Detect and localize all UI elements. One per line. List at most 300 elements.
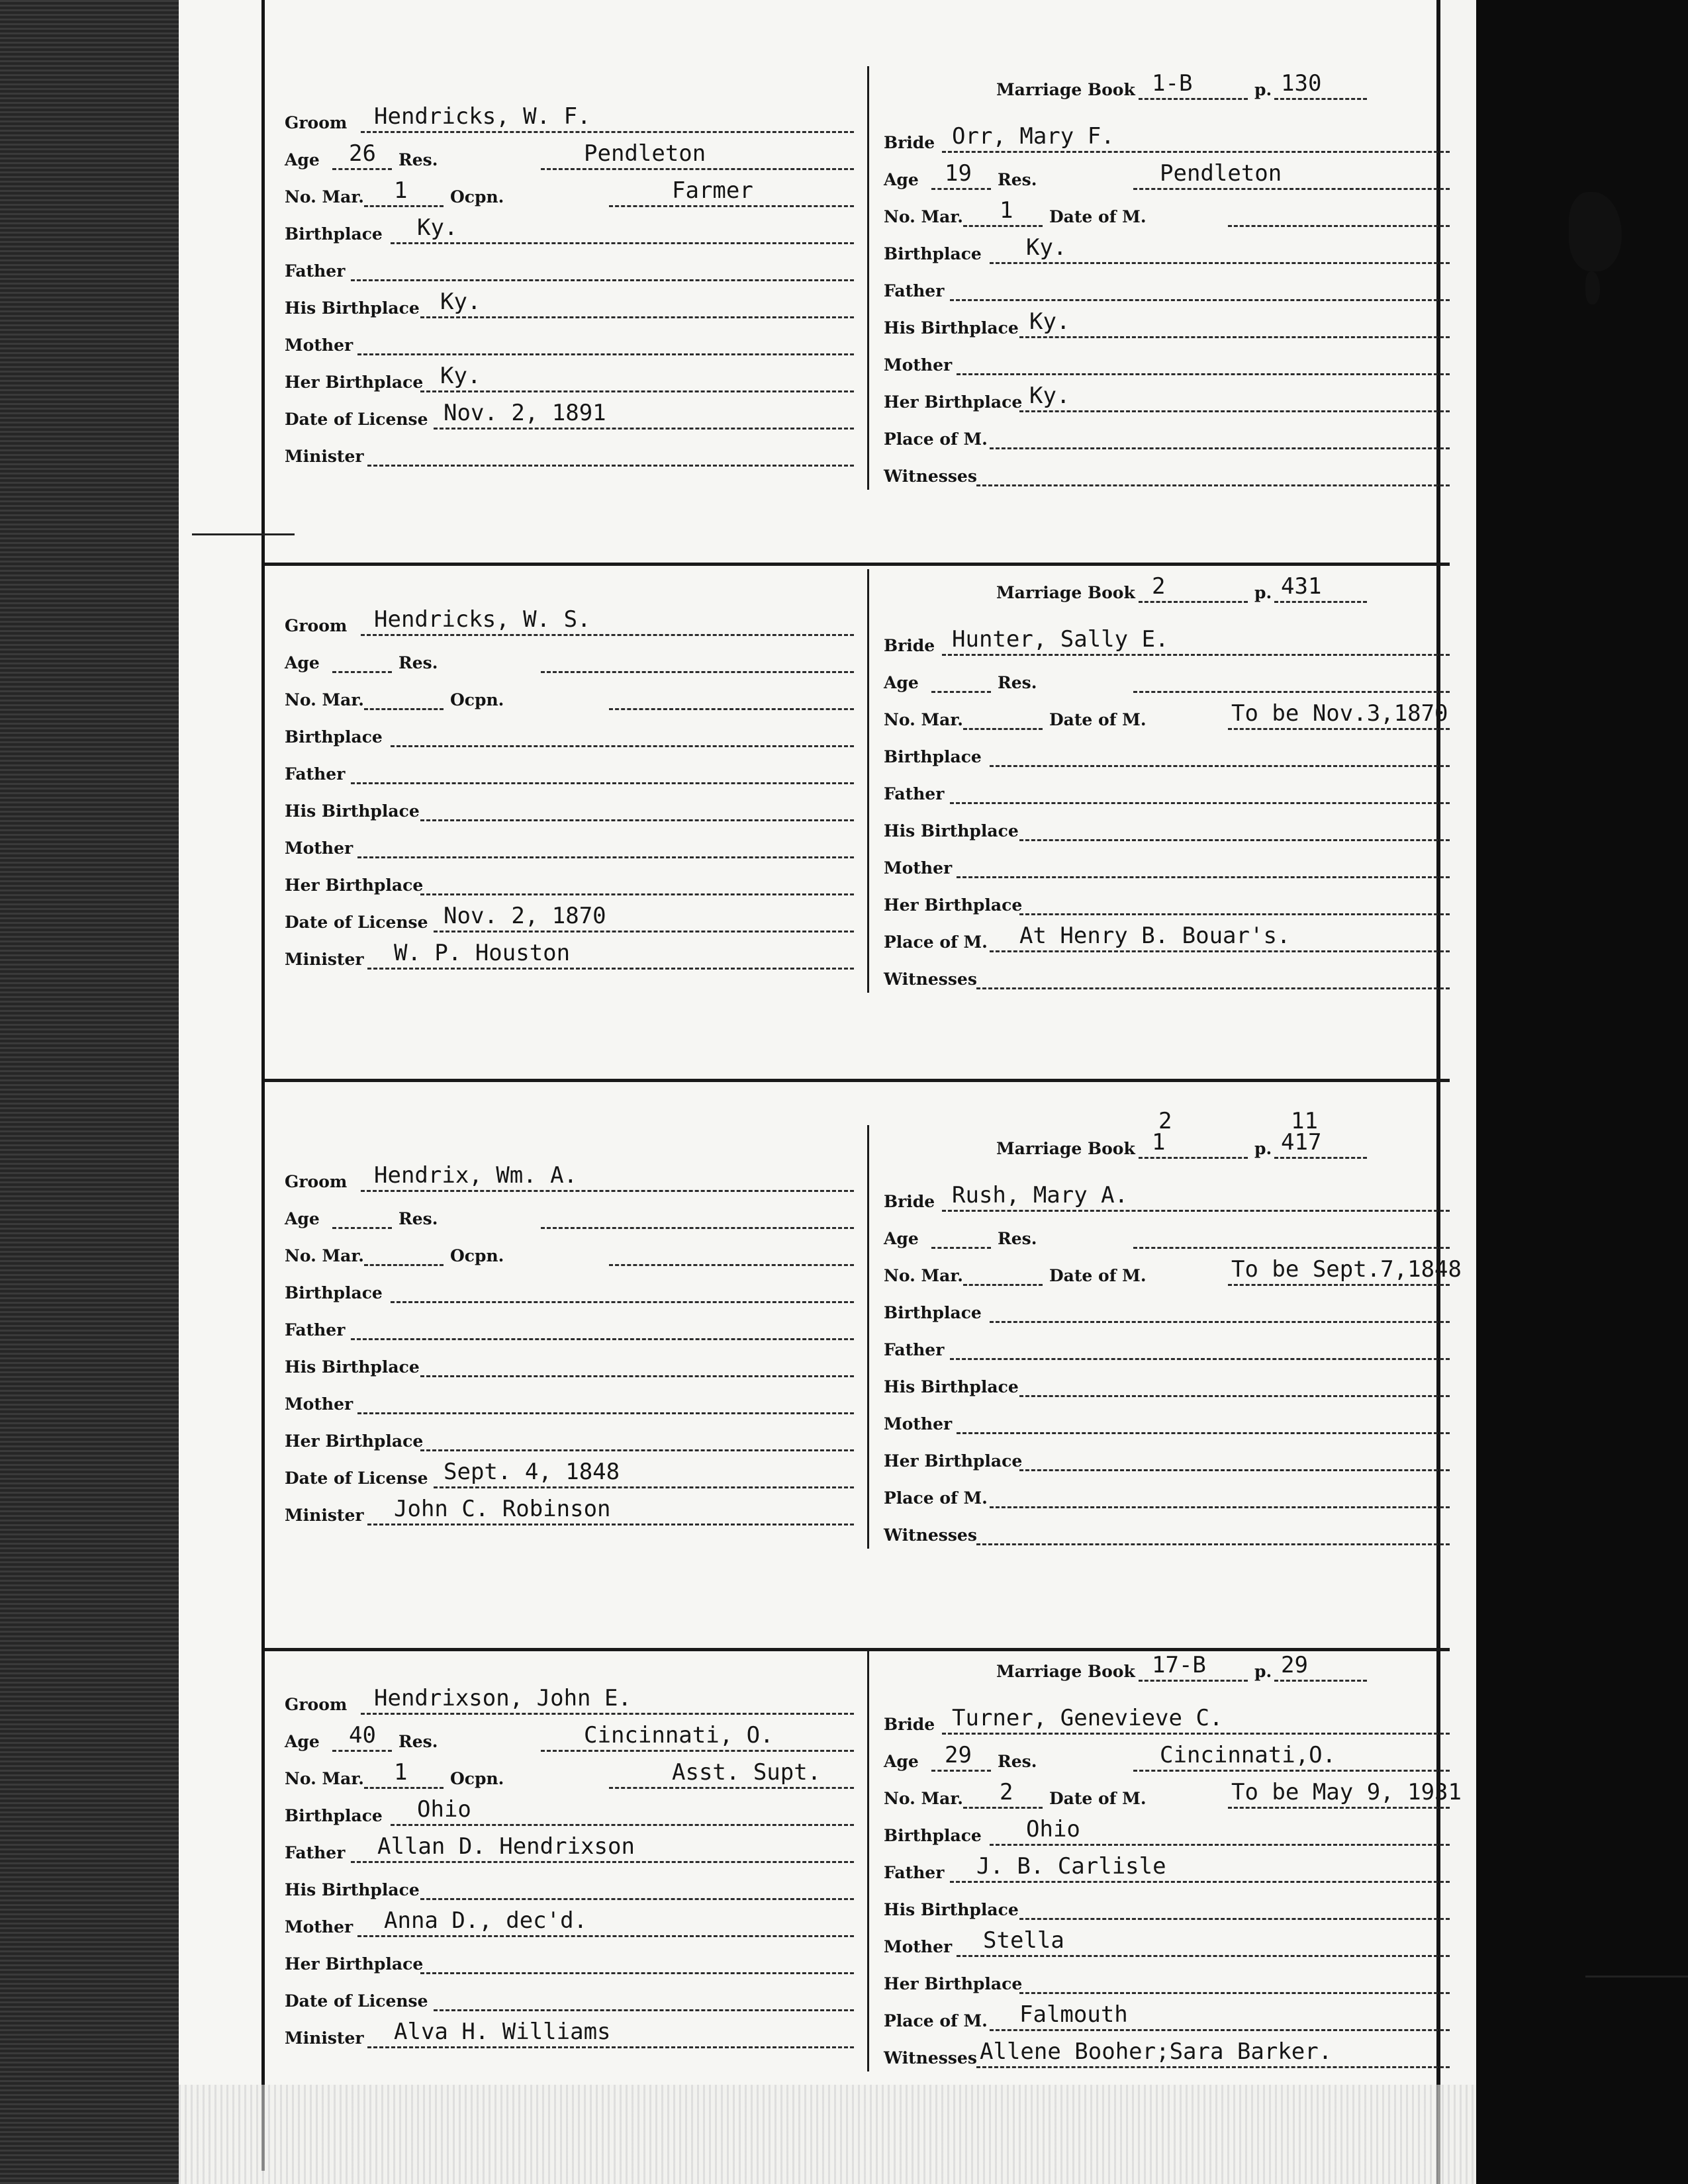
bride-mother-field-value: Stella (983, 1927, 1064, 1954)
marriage-book-page-field-underline (1274, 1157, 1367, 1159)
groom-ocpn-field (450, 1759, 854, 1791)
bride-no-mar-field-underline (963, 1807, 1043, 1809)
bride-date-of-m-field (1049, 200, 1450, 229)
bride-age-field-label: Age (884, 673, 919, 692)
bride-place-of-m-field-label: Place of M. (884, 430, 988, 449)
groom-birthplace-field (285, 214, 854, 246)
bride-witnesses-field (884, 2038, 1450, 2070)
groom-age-field (285, 1722, 392, 1754)
groom-mother-field-underline (357, 1412, 854, 1414)
bride-bride-field-value: Rush, Mary A. (952, 1182, 1129, 1208)
bride-no-mar-field (884, 1779, 1043, 1811)
groom-no-mar-field-underline (364, 205, 444, 207)
bride-age-field-label: Age (884, 170, 919, 189)
marriage-book-field (996, 1652, 1248, 1684)
bride-birthplace-field-underline (990, 1321, 1450, 1323)
bride-her-birthplace-field-label: Her Birthplace (884, 1974, 1023, 1993)
groom-her-birthplace-field (285, 1947, 854, 1976)
groom-birthplace-field-underline (391, 1301, 854, 1303)
bride-bride-field-label: Bride (884, 636, 935, 655)
groom-date-of-license-field-label: Date of License (285, 1991, 428, 2011)
bride-date-of-m-field-underline (1228, 225, 1450, 227)
groom-groom-field-value: Hendrix, Wm. A. (374, 1162, 578, 1189)
bride-age-field-label: Age (884, 1752, 919, 1771)
groom-res-field-underline (541, 1750, 854, 1752)
groom-age-field-underline (332, 671, 392, 673)
groom-res-field-value: Pendleton (584, 140, 706, 167)
groom-no-mar-field-underline (364, 1787, 444, 1789)
bride-date-of-m-field-underline (1228, 1807, 1450, 1809)
groom-res-field-underline (541, 168, 854, 170)
bride-his-birthplace-field-label: His Birthplace (884, 318, 1019, 338)
groom-father-field-underline (351, 1338, 854, 1340)
bride-mother-field-underline (957, 373, 1450, 375)
groom-minister-field-label: Minister (285, 447, 364, 466)
bride-birthplace-field-underline (990, 765, 1450, 767)
page-prefix: 11 (1291, 1108, 1318, 1134)
groom-mother-field-value: Anna D., dec'd. (384, 1907, 588, 1934)
bride-witnesses-field (884, 459, 1450, 488)
groom-father-field (285, 1313, 854, 1342)
bride-birthplace-field-label: Birthplace (884, 1826, 982, 1845)
bride-bride-field-label: Bride (884, 1715, 935, 1734)
groom-groom-field-underline (361, 634, 854, 636)
marriage-book-page-field-underline (1274, 601, 1367, 603)
groom-age-field-underline (332, 1227, 392, 1229)
bride-birthplace-field-underline (990, 1844, 1450, 1846)
bride-his-birthplace-field-label: His Birthplace (884, 1377, 1019, 1396)
groom-groom-field (285, 606, 854, 638)
bride-no-mar-field-value: 1 (1000, 197, 1013, 224)
bride-witnesses-field-label: Witnesses (884, 970, 977, 989)
groom-his-birthplace-field-underline (420, 1375, 854, 1377)
groom-date-of-license-field-label: Date of License (285, 410, 428, 429)
groom-her-birthplace-field-underline (420, 1972, 854, 1974)
groom-birthplace-field (285, 1276, 854, 1305)
groom-res-field-underline (541, 1227, 854, 1229)
marriage-book-page-field-value: 417 (1281, 1129, 1322, 1156)
bride-birthplace-field (884, 740, 1450, 769)
bride-date-of-m-field-underline (1228, 728, 1450, 730)
groom-date-of-license-field-value: Sept. 4, 1848 (444, 1459, 620, 1485)
bride-date-of-m-field (1049, 1256, 1462, 1288)
bride-birthplace-field-value: Ohio (1026, 1816, 1080, 1843)
bride-mother-field-label: Mother (884, 355, 953, 375)
bride-res-field-value: Pendleton (1160, 160, 1282, 187)
bride-witnesses-field-underline (976, 1543, 1450, 1545)
groom-date-of-license-field (285, 402, 854, 432)
groom-age-field (285, 1202, 392, 1231)
column-divider (867, 1125, 869, 1549)
marriage-book-page-field (1254, 1652, 1367, 1684)
groom-birthplace-field-value: Ky. (417, 214, 458, 241)
groom-minister-field (285, 1498, 854, 1527)
groom-his-birthplace-field (285, 1873, 854, 1902)
bride-bride-field-underline (942, 654, 1450, 656)
ink-blot (1585, 271, 1600, 304)
groom-father-field-label: Father (285, 261, 346, 281)
bride-age-field-value: 19 (945, 160, 972, 187)
groom-groom-field (285, 103, 854, 135)
groom-no-mar-field-value: 1 (394, 177, 408, 204)
groom-res-field-value: Cincinnati, O. (584, 1722, 774, 1749)
groom-res-field (399, 1202, 854, 1231)
groom-res-field-label: Res. (399, 1209, 438, 1228)
groom-no-mar-field (285, 683, 444, 712)
groom-minister-field-label: Minister (285, 2028, 364, 2048)
bride-birthplace-field (884, 1296, 1450, 1325)
groom-age-field-value: 40 (349, 1722, 376, 1749)
groom-mother-field-underline (357, 1935, 854, 1937)
marriage-book-field-underline (1139, 601, 1248, 603)
groom-date-of-license-field-value: Nov. 2, 1891 (444, 400, 606, 426)
groom-age-field-underline (332, 168, 392, 170)
scan-noise (179, 2085, 1476, 2184)
bride-bride-field-underline (942, 1210, 1450, 1212)
bride-no-mar-field-label: No. Mar. (884, 1789, 963, 1808)
groom-ocpn-field (450, 1239, 854, 1268)
bride-mother-field (884, 851, 1450, 880)
bride-place-of-m-field-underline (990, 2029, 1450, 2031)
groom-minister-field-value: W. P. Houston (394, 940, 571, 966)
bride-bride-field-label: Bride (884, 1192, 935, 1211)
bride-age-field-underline (931, 1770, 991, 1772)
groom-mother-field-underline (357, 856, 854, 858)
groom-date-of-license-field-underline (434, 428, 854, 430)
groom-res-field (399, 140, 854, 172)
groom-minister-field-underline (367, 1524, 854, 1525)
groom-father-field-underline (351, 279, 854, 281)
groom-ocpn-field-underline (609, 708, 854, 710)
card-separator (265, 1079, 1450, 1082)
bride-res-field-value: Cincinnati,O. (1160, 1742, 1336, 1768)
bride-no-mar-field (884, 1259, 1043, 1288)
bride-place-of-m-field-underline (990, 1506, 1450, 1508)
bride-place-of-m-field-value: Falmouth (1019, 2001, 1128, 2028)
groom-her-birthplace-field-underline (420, 893, 854, 895)
marriage-book-field-label: Marriage Book (996, 1139, 1135, 1158)
bride-her-birthplace-field-underline (1019, 913, 1450, 915)
bride-his-birthplace-field-value: Ky. (1029, 308, 1070, 335)
bride-no-mar-field-underline (963, 728, 1043, 730)
groom-no-mar-field (285, 1759, 444, 1791)
bride-age-field-underline (931, 1247, 991, 1249)
groom-groom-field (285, 1162, 854, 1194)
bride-birthplace-field (884, 234, 1450, 266)
groom-her-birthplace-field-label: Her Birthplace (285, 876, 424, 895)
bride-his-birthplace-field (884, 1893, 1450, 1922)
bride-father-field-underline (950, 1881, 1450, 1883)
groom-no-mar-field (285, 1239, 444, 1268)
groom-his-birthplace-field-underline (420, 316, 854, 318)
bride-mother-field-underline (957, 876, 1450, 878)
bride-bride-field-underline (942, 151, 1450, 153)
bride-her-birthplace-field-underline (1019, 410, 1450, 412)
bride-date-of-m-field-value: To be Nov.3,1870 (1231, 700, 1448, 727)
groom-res-field-underline (541, 671, 854, 673)
bride-date-of-m-field-value: To be Sept.7,1848 (1231, 1256, 1462, 1283)
groom-mother-field (285, 1907, 854, 1939)
bride-her-birthplace-field-underline (1019, 1992, 1450, 1994)
bride-mother-field-underline (957, 1432, 1450, 1434)
groom-father-field-value: Allan D. Hendrixson (377, 1833, 635, 1860)
marriage-book-page-field (1254, 573, 1367, 605)
bride-res-field-label: Res. (998, 1229, 1037, 1248)
bride-age-field (884, 666, 991, 695)
groom-ocpn-field-label: Ocpn. (450, 1246, 504, 1265)
groom-minister-field-label: Minister (285, 1506, 364, 1525)
groom-groom-field-label: Groom (285, 1172, 348, 1191)
marriage-book-field-label: Marriage Book (996, 583, 1135, 602)
bride-mother-field (884, 1407, 1450, 1436)
groom-res-field-label: Res. (399, 150, 438, 169)
groom-res-field-label: Res. (399, 653, 438, 672)
groom-minister-field-underline (367, 465, 854, 467)
groom-no-mar-field-underline (364, 1264, 444, 1266)
bride-bride-field-underline (942, 1733, 1450, 1735)
groom-ocpn-field-label: Ocpn. (450, 187, 504, 206)
groom-father-field-label: Father (285, 1320, 346, 1340)
marriage-book-field-label: Marriage Book (996, 1662, 1135, 1681)
groom-date-of-license-field (285, 1461, 854, 1490)
bride-his-birthplace-field-underline (1019, 1395, 1450, 1397)
bride-place-of-m-field-underline (990, 950, 1450, 952)
bride-date-of-m-field-label: Date of M. (1049, 207, 1147, 226)
groom-groom-field-label: Groom (285, 616, 348, 635)
groom-mother-field (285, 1387, 854, 1416)
bride-date-of-m-field (1049, 1779, 1462, 1811)
bride-mother-field-label: Mother (884, 1937, 953, 1956)
bride-father-field-label: Father (884, 1863, 945, 1882)
groom-ocpn-field-underline (609, 1787, 854, 1789)
marriage-book-field-underline (1139, 1680, 1248, 1682)
bride-her-birthplace-field (884, 888, 1450, 917)
groom-age-field-value: 26 (349, 140, 376, 167)
marriage-book-page-field-label: p. (1254, 1139, 1272, 1158)
bride-witnesses-field-underline (976, 2066, 1450, 2068)
groom-groom-field-value: Hendrixson, John E. (374, 1685, 632, 1711)
marriage-book-field-value: 2 (1152, 573, 1166, 600)
bride-his-birthplace-field (884, 814, 1450, 843)
bride-bride-field-value: Hunter, Sally E. (952, 626, 1169, 653)
groom-no-mar-field-value: 1 (394, 1759, 408, 1786)
groom-ocpn-field-value: Farmer (672, 177, 753, 204)
bride-place-of-m-field (884, 1481, 1450, 1510)
bride-her-birthplace-field-underline (1019, 1469, 1450, 1471)
bride-father-field-label: Father (884, 784, 945, 803)
marriage-book-field-value: 17-B (1152, 1652, 1206, 1678)
bride-witnesses-field-label: Witnesses (884, 1525, 977, 1545)
marriage-book-field (996, 1129, 1248, 1161)
groom-minister-field (285, 942, 854, 972)
bride-birthplace-field-label: Birthplace (884, 747, 982, 766)
bride-res-field (998, 160, 1450, 192)
groom-birthplace-field-underline (391, 1824, 854, 1826)
margin-mark (192, 533, 295, 535)
marriage-book-page-field-underline (1274, 1680, 1367, 1682)
groom-her-birthplace-field-label: Her Birthplace (285, 373, 424, 392)
bride-father-field (884, 274, 1450, 303)
groom-his-birthplace-field-label: His Birthplace (285, 801, 420, 821)
marriage-book-page-field-underline (1274, 98, 1367, 100)
groom-mother-field (285, 328, 854, 357)
groom-ocpn-field-label: Ocpn. (450, 690, 504, 709)
column-divider (867, 569, 869, 993)
bride-age-field-underline (931, 188, 991, 190)
groom-groom-field (285, 1685, 854, 1717)
groom-her-birthplace-field (285, 365, 854, 394)
groom-minister-field-value: John C. Robinson (394, 1496, 611, 1522)
groom-groom-field-value: Hendricks, W. F. (374, 103, 591, 130)
bride-place-of-m-field (884, 422, 1450, 451)
groom-father-field (285, 254, 854, 283)
groom-mother-field-label: Mother (285, 839, 353, 858)
bride-her-birthplace-field-label: Her Birthplace (884, 392, 1023, 412)
bride-age-field-label: Age (884, 1229, 919, 1248)
bride-her-birthplace-field-label: Her Birthplace (884, 895, 1023, 915)
groom-birthplace-field-underline (391, 745, 854, 747)
groom-date-of-license-field-underline (434, 2009, 854, 2011)
bride-witnesses-field (884, 962, 1450, 991)
margin-mark (1585, 1976, 1688, 1978)
bride-no-mar-field-value: 2 (1000, 1779, 1013, 1805)
marriage-book-field (996, 573, 1248, 605)
groom-father-field-underline (351, 782, 854, 784)
marriage-book-page-field-label: p. (1254, 583, 1272, 602)
groom-age-field (285, 140, 392, 172)
bride-his-birthplace-field-label: His Birthplace (884, 821, 1019, 841)
groom-no-mar-field-label: No. Mar. (285, 1769, 364, 1788)
groom-his-birthplace-field-label: His Birthplace (285, 1357, 420, 1377)
groom-his-birthplace-field (285, 794, 854, 823)
bride-place-of-m-field-label: Place of M. (884, 933, 988, 952)
bride-his-birthplace-field-underline (1019, 336, 1450, 338)
bride-his-birthplace-field (884, 1370, 1450, 1399)
marriage-book-page-field-value: 431 (1281, 573, 1322, 600)
bride-mother-field-label: Mother (884, 1414, 953, 1433)
bride-res-field-label: Res. (998, 170, 1037, 189)
bride-birthplace-field-value: Ky. (1026, 234, 1067, 261)
groom-birthplace-field (285, 720, 854, 749)
groom-father-field-label: Father (285, 764, 346, 784)
groom-age-field-label: Age (285, 1732, 320, 1751)
groom-his-birthplace-field-label: His Birthplace (285, 1880, 420, 1899)
bride-place-of-m-field-label: Place of M. (884, 2011, 988, 2030)
groom-groom-field-underline (361, 131, 854, 133)
bride-birthplace-field-label: Birthplace (884, 244, 982, 263)
bride-father-field-value: J. B. Carlisle (976, 1853, 1166, 1880)
groom-father-field (285, 757, 854, 786)
bride-his-birthplace-field-underline (1019, 1918, 1450, 1920)
groom-minister-field-underline (367, 968, 854, 970)
marriage-book-page-field-value: 130 (1281, 70, 1322, 97)
groom-ocpn-field-underline (609, 1264, 854, 1266)
groom-father-field-label: Father (285, 1843, 346, 1862)
groom-ocpn-field-underline (609, 205, 854, 207)
groom-her-birthplace-field (285, 868, 854, 897)
scan-background-left (0, 0, 179, 2184)
groom-date-of-license-field (285, 905, 854, 934)
bride-her-birthplace-field (884, 1967, 1450, 1996)
groom-no-mar-field (285, 177, 444, 209)
bride-bride-field-value: Turner, Genevieve C. (952, 1705, 1223, 1731)
bride-mother-field (884, 1927, 1450, 1959)
groom-ocpn-field (450, 177, 854, 209)
groom-birthplace-field-underline (391, 242, 854, 244)
bride-bride-field-value: Orr, Mary F. (952, 123, 1115, 150)
bride-no-mar-field-label: No. Mar. (884, 710, 963, 729)
bride-birthplace-field-label: Birthplace (884, 1303, 982, 1322)
bride-date-of-m-field-underline (1228, 1284, 1450, 1286)
bride-place-of-m-field-underline (990, 447, 1450, 449)
marriage-book-field (996, 70, 1248, 102)
groom-date-of-license-field (285, 1984, 854, 2013)
groom-her-birthplace-field-label: Her Birthplace (285, 1432, 424, 1451)
bride-date-of-m-field-label: Date of M. (1049, 1789, 1147, 1808)
bride-res-field-underline (1133, 188, 1450, 190)
groom-groom-field-label: Groom (285, 113, 348, 132)
bride-age-field (884, 1742, 991, 1774)
groom-her-birthplace-field-label: Her Birthplace (285, 1954, 424, 1974)
groom-his-birthplace-field (285, 1350, 854, 1379)
groom-date-of-license-field-underline (434, 1486, 854, 1488)
groom-father-field (285, 1833, 854, 1865)
groom-ocpn-field-value: Asst. Supt. (672, 1759, 821, 1786)
groom-mother-field-label: Mother (285, 1394, 353, 1414)
groom-ocpn-field (450, 683, 854, 712)
groom-minister-field-value: Alva H. Williams (394, 2019, 611, 2045)
groom-minister-field (285, 2021, 854, 2050)
bride-her-birthplace-field-value: Ky. (1029, 383, 1070, 409)
bride-res-field-label: Res. (998, 1752, 1037, 1771)
bride-age-field-underline (931, 691, 991, 693)
groom-res-field (399, 1722, 854, 1754)
groom-his-birthplace-field-value: Ky. (440, 289, 481, 315)
bride-bride-field (884, 1707, 1450, 1737)
bride-birthplace-field-underline (990, 262, 1450, 264)
bride-her-birthplace-field-label: Her Birthplace (884, 1451, 1023, 1471)
bride-mother-field-label: Mother (884, 858, 953, 878)
marriage-book-page-field (1254, 1129, 1367, 1161)
groom-minister-field (285, 439, 854, 469)
marriage-book-field-underline (1139, 98, 1248, 100)
marriage-book-prefix: 2 (1158, 1108, 1172, 1134)
bride-place-of-m-field-value: At Henry B. Bouar's. (1019, 923, 1291, 949)
bride-witnesses-field-label: Witnesses (884, 2048, 977, 2068)
bride-age-field (884, 160, 991, 192)
groom-minister-field-label: Minister (285, 950, 364, 969)
bride-place-of-m-field (884, 925, 1450, 954)
groom-minister-field-underline (367, 2046, 854, 2048)
groom-mother-field-underline (357, 353, 854, 355)
groom-groom-field-label: Groom (285, 1695, 348, 1714)
groom-father-field-underline (351, 1861, 854, 1863)
groom-date-of-license-field-label: Date of License (285, 1469, 428, 1488)
bride-age-field (884, 1222, 991, 1251)
bride-father-field-underline (950, 802, 1450, 804)
scan-background-right (1476, 0, 1688, 2184)
bride-witnesses-field-underline (976, 484, 1450, 486)
marriage-book-field-value: 1-B (1152, 70, 1193, 97)
groom-age-field-label: Age (285, 150, 320, 169)
groom-his-birthplace-field (285, 291, 854, 320)
bride-res-field-underline (1133, 1770, 1450, 1772)
marriage-book-page-field (1254, 70, 1367, 102)
sheet-edge-left (261, 0, 265, 2171)
bride-mother-field (884, 348, 1450, 377)
marriage-book-field-value: 1 (1152, 1129, 1166, 1156)
groom-res-field-label: Res. (399, 1732, 438, 1751)
